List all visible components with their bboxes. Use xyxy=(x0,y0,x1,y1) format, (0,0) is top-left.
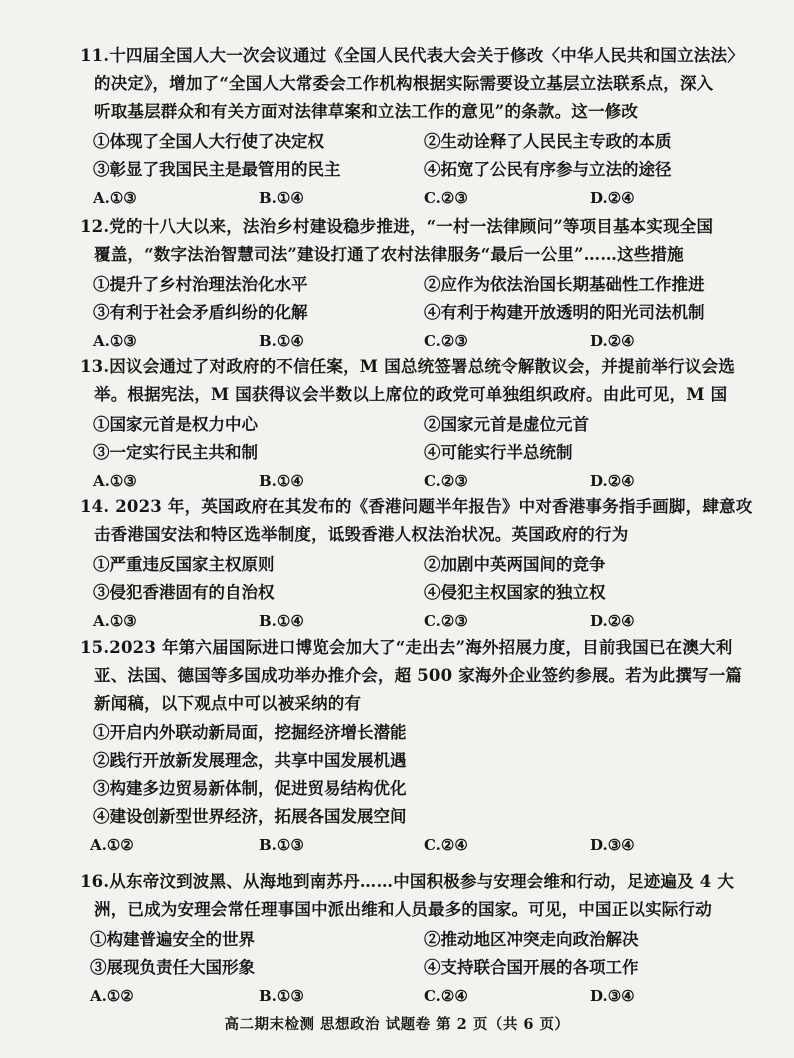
option-row xyxy=(0,128,794,156)
option-row xyxy=(0,411,794,439)
option-2: ②生动诠释了人民民主专政的本质 xyxy=(424,132,672,151)
answer-row xyxy=(0,982,794,1010)
option-2: ②践行开放新发展理念，共享中国发展机遇 xyxy=(93,751,407,770)
option-row xyxy=(0,954,794,982)
option-3: ③彰显了我国民主是最管用的民主 xyxy=(93,160,341,179)
stem-line: 举。根据宪法，M 国获得议会半数以上席位的政党可单独组织政府。由此可见，M 国 xyxy=(94,385,728,404)
question-14 xyxy=(0,493,794,635)
answer-b: B.①④ xyxy=(259,472,304,490)
answer-row xyxy=(0,831,794,859)
option-row xyxy=(0,579,794,607)
answer-a: A.①③ xyxy=(93,472,137,490)
answer-d: D.②④ xyxy=(590,472,635,490)
stem-line: 亚、法国、德国等多国成功举办推介会，超 500 家海外企业签约参展。若为此撰写一篇 xyxy=(94,666,743,685)
answer-a: A.①③ xyxy=(93,332,137,350)
stem-line: 16.从东帝汶到波黑、从海地到南苏丹……中国积极参与安理会维和行动，足迹遍及 4 大 xyxy=(80,872,735,891)
option-1: ①构建普遍安全的世界 xyxy=(90,930,255,949)
answer-b: B.①③ xyxy=(259,836,304,854)
option-row xyxy=(0,156,794,184)
answer-c: C.②③ xyxy=(424,612,468,630)
stem-line: 12.党的十八大以来，法治乡村建设稳步推进，“一村一法律顾问”等项目基本实现全国 xyxy=(80,217,714,236)
answer-c: C.②③ xyxy=(424,332,468,350)
answer-b: B.①④ xyxy=(259,332,304,350)
option-4: ④侵犯主权国家的独立权 xyxy=(424,583,606,602)
answer-row xyxy=(0,327,794,355)
page-footer: 高二期末检测 思想政治 试题卷 第 2 页（共 6 页） xyxy=(224,1016,570,1033)
answer-a: A.①② xyxy=(90,836,134,854)
answer-d: D.②④ xyxy=(590,612,635,630)
answer-row xyxy=(0,184,794,212)
answer-c: C.②④ xyxy=(424,987,468,1005)
stem-line: 14. 2023 年，英国政府在其发布的《香港问题半年报告》中对香港事务指手画脚，肆意攻 xyxy=(80,497,753,516)
stem-line: 新闻稿，以下观点中可以被采纳的有 xyxy=(94,694,362,713)
option-3: ③展现负责任大国形象 xyxy=(90,958,255,977)
question-stem xyxy=(80,868,756,924)
answer-d: D.②④ xyxy=(590,189,635,207)
option-row xyxy=(0,551,794,579)
answer-row xyxy=(0,467,794,495)
answer-a: A.①③ xyxy=(93,189,137,207)
question-16 xyxy=(0,868,794,1010)
question-15 xyxy=(0,634,794,859)
option-3: ③侵犯香港固有的自治权 xyxy=(93,583,275,602)
option-2: ②加剧中英两国间的竞争 xyxy=(424,555,606,574)
option-1: ①国家元首是权力中心 xyxy=(93,415,258,434)
stem-line: 听取基层群众和有关方面对法律草案和立法工作的意见”的条款。这一修改 xyxy=(94,102,639,121)
option-3: ③一定实行民主共和制 xyxy=(93,443,258,462)
option-4: ④有利于构建开放透明的阳光司法机制 xyxy=(424,303,705,322)
answer-a: A.①③ xyxy=(93,612,137,630)
stem-line: 的决定》，增加了“全国人大常委会工作机构根据实际需要设立基层立法联系点，深入 xyxy=(94,74,714,93)
option-3: ③有利于社会矛盾纠纷的化解 xyxy=(93,303,308,322)
option-row xyxy=(0,747,794,775)
answer-d: D.②④ xyxy=(590,332,635,350)
answer-d: D.③④ xyxy=(590,987,635,1005)
answer-c: C.②③ xyxy=(424,472,468,490)
stem-line: 覆盖，“数字法治智慧司法”建设打通了农村法律服务“最后一公里”……这些措施 xyxy=(94,245,684,264)
question-11 xyxy=(0,42,794,212)
question-stem xyxy=(80,634,756,718)
question-stem xyxy=(80,493,756,549)
option-4: ④拓宽了公民有序参与立法的途径 xyxy=(424,160,672,179)
question-stem xyxy=(80,353,756,409)
option-1: ①开启内外联动新局面，挖掘经济增长潜能 xyxy=(93,723,407,742)
option-3: ③构建多边贸易新体制，促进贸易结构优化 xyxy=(93,779,407,798)
question-stem xyxy=(80,213,756,269)
answer-b: B.①④ xyxy=(259,612,304,630)
answer-a: A.①② xyxy=(90,987,134,1005)
option-row xyxy=(0,775,794,803)
option-row xyxy=(0,299,794,327)
stem-line: 15.2023 年第六届国际进口博览会加大了“走出去”海外招展力度，目前我国已在澳大利 xyxy=(80,638,733,657)
option-1: ①严重违反国家主权原则 xyxy=(93,555,275,574)
stem-line: 11.十四届全国人大一次会议通过《全国人民代表大会关于修改〈中华人民共和国立法法〉 xyxy=(80,46,744,65)
option-row xyxy=(0,719,794,747)
stem-line: 13.因议会通过了对政府的不信任案，M 国总统签署总统令解散议会，并提前举行议会选 xyxy=(80,357,735,376)
option-4: ④支持联合国开展的各项工作 xyxy=(424,958,639,977)
option-row xyxy=(0,803,794,831)
option-4: ④可能实行半总统制 xyxy=(424,443,573,462)
option-2: ②推动地区冲突走向政治解决 xyxy=(424,930,639,949)
answer-b: B.①④ xyxy=(259,189,304,207)
option-row xyxy=(0,926,794,954)
option-row xyxy=(0,271,794,299)
stem-line: 洲，已成为安理会常任理事国中派出维和人员最多的国家。可见，中国正以实际行动 xyxy=(94,900,712,919)
answer-c: C.②④ xyxy=(424,836,468,854)
option-4: ④建设创新型世界经济，拓展各国发展空间 xyxy=(93,807,407,826)
option-1: ①体现了全国人大行使了决定权 xyxy=(93,132,324,151)
option-2: ②应作为依法治国长期基础性工作推进 xyxy=(424,275,705,294)
question-12 xyxy=(0,213,794,355)
option-2: ②国家元首是虚位元首 xyxy=(424,415,589,434)
option-1: ①提升了乡村治理法治化水平 xyxy=(93,275,308,294)
stem-line: 击香港国安法和特区选举制度，诋毁香港人权法治状况。英国政府的行为 xyxy=(94,525,629,544)
question-13 xyxy=(0,353,794,495)
answer-c: C.②③ xyxy=(424,189,468,207)
answer-b: B.①③ xyxy=(259,987,304,1005)
option-row xyxy=(0,439,794,467)
question-stem xyxy=(80,42,756,126)
answer-d: D.③④ xyxy=(590,836,635,854)
answer-row xyxy=(0,607,794,635)
